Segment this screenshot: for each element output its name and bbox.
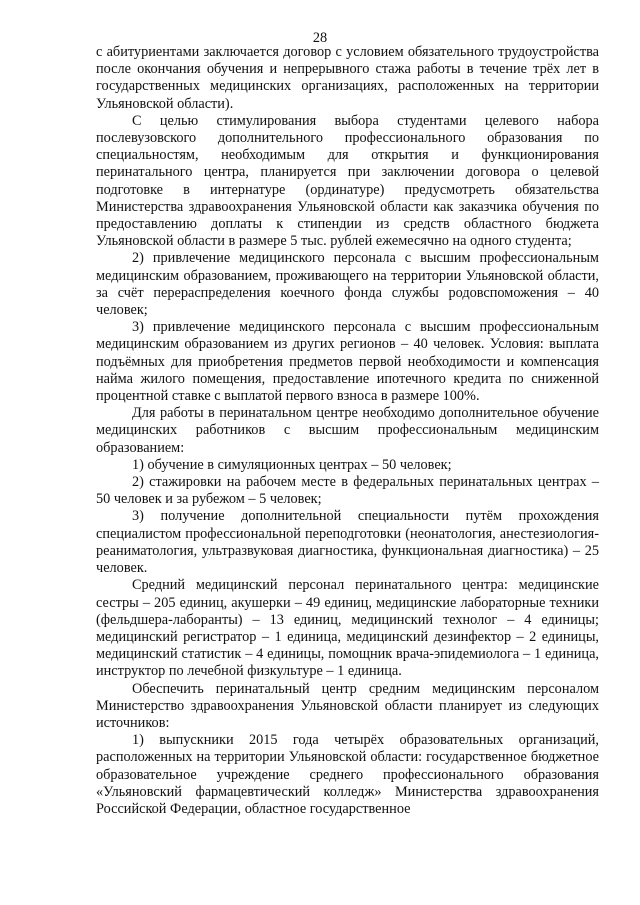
page-number: 28 — [312, 30, 328, 46]
paragraph: Для работы в перинатальном центре необходимо дополнительное обучение медицинских работников с высшим профессиональным медицинским образованием: — [96, 405, 599, 456]
paragraph: 3) привлечение медицинского персонала с высшим профессиональным медицинским образованием из других регионов – 40 человек. Условия: выплата подъёмных для приобретения предметов первой необходимости и компенсация найма жилого помещения, предоставление ипотечного кредита по сниженной процентной ставке с выплатой первого взноса в размере 100%. — [96, 319, 599, 405]
paragraph: с абитуриентами заключается договор с условием обязательного трудоустройства после окончания обучения и непрерывного стажа работы в течение трёх лет в государственных медицинских организациях, расположенных на территории Ульяновской области). — [96, 44, 599, 112]
paragraph: 1) выпускники 2015 года четырёх образовательных организаций, расположенных на территории Ульяновской области: государственное бюджетное образовательное учреждение среднего профессионального образования «Ульяновский фармацевтический колледж» Министерства здравоохранения Российской Федерации, областное государственное — [96, 732, 599, 817]
body-text — [96, 44, 599, 818]
paragraph: 2) привлечение медицинского персонала с высшим профессиональным медицинским образованием, проживающего на территории Ульяновской области, за счёт перераспределения коечного фонда службы родовспоможения – 40 человек; — [96, 250, 599, 319]
paragraph: 3) получение дополнительной специальности путём прохождения специалистом профессиональной переподготовки (неонатология, анестезиология-реаниматология, ультразвуковая диагностика, функциональная диагностика) – 25 человек. — [96, 508, 599, 577]
paragraph: Обеспечить перинатальный центр средним медицинским персоналом Министерство здравоохранения Ульяновской области планирует из следующих источников: — [96, 680, 599, 731]
paragraph: Средний медицинский персонал перинатального центра: медицинские сестры – 205 единиц, акушерки – 49 единиц, медицинские лабораторные техники (фельдшера-лаборанты) – 13 единиц, медицинский технолог – 4 единицы; медицинский регистратор – 1 единица, медицинский дезинфектор – 2 единицы, медицинский статистик – 4 единицы, помощник врача-эпидемиолога – 1 единица, инструктор по лечебной физкультуре – 1 единица. — [96, 577, 599, 680]
paragraph: С целью стимулирования выбора студентами целевого набора послевузовского дополнительного профессионального образования по специальностям, необходимым для открытия и функционирования перинатального центра, планируется при заключении договора о целевой подготовке в интернатуре (ординатуре) предусмотреть обязательства Министерства здравоохранения Ульяновской области как заказчика обучения по предоставлению доплаты к стипендии из средств областного бюджета Ульяновской области в размере 5 тыс. рублей ежемесячно на одного студента; — [96, 112, 599, 250]
paragraph: 1) обучение в симуляционных центрах – 50 человек; — [132, 456, 452, 473]
paragraph: 2) стажировки на рабочем месте в федеральных перинатальных центрах – 50 человек и за рубежом – 5 человек; — [96, 474, 599, 508]
